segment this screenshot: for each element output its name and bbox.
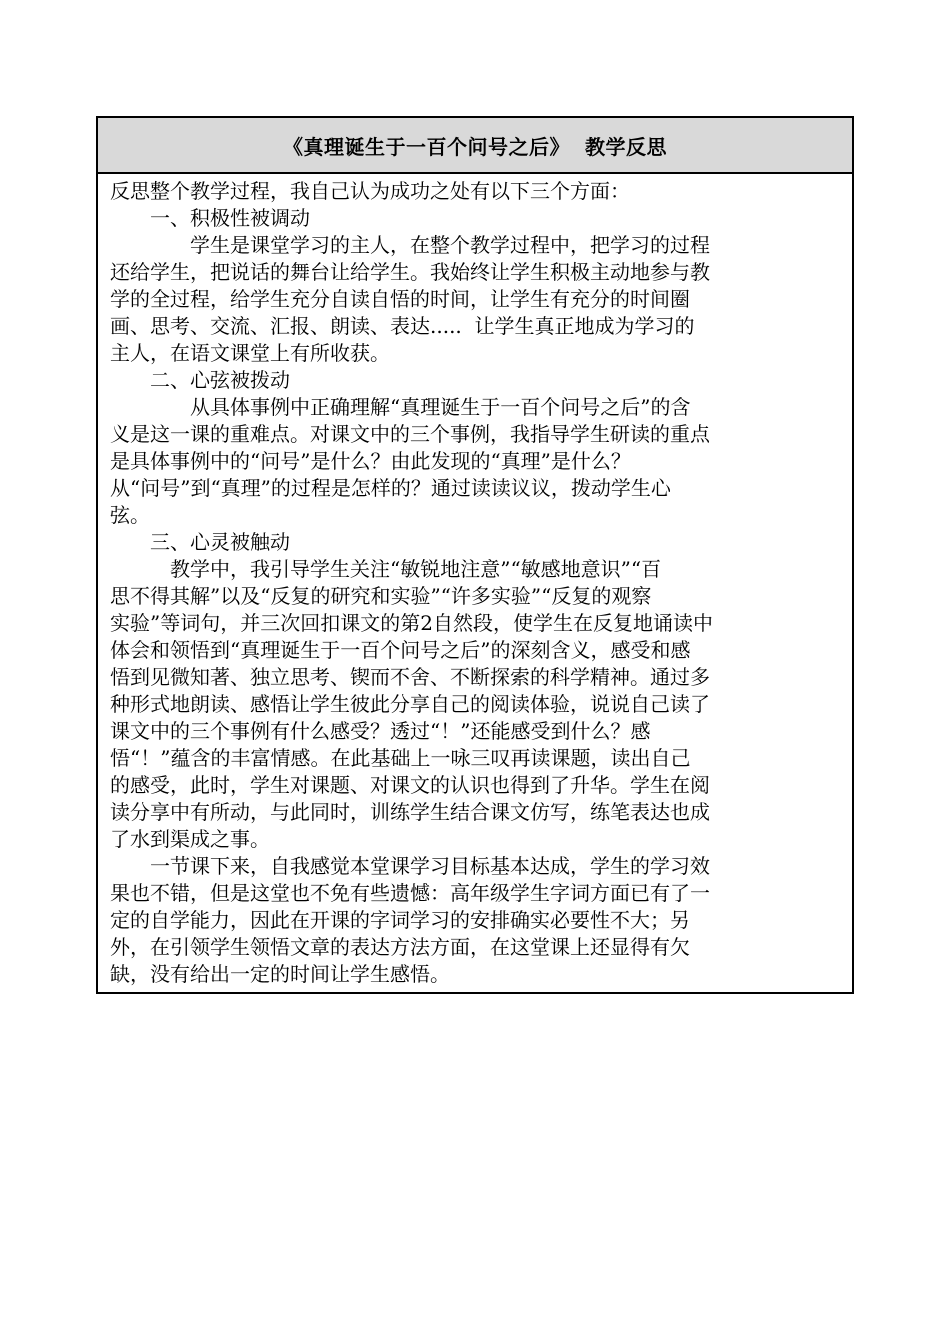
text-line: 外，在引领学生领悟文章的表达方法方面，在这堂课上还显得有欠 [110,935,690,959]
text-line: 一、积极性被调动 [110,206,310,230]
document-table [96,116,854,994]
text-line: 画、思考、交流、汇报、朗读、表达..... 让学生真正地成为学习的 [110,314,695,338]
text-line: 教学中，我引导学生关注“敏锐地注意”“敏感地意识”“百 [110,557,662,581]
text-line: 学的全过程，给学生充分自读自悟的时间，让学生有充分的时间圈 [110,287,690,311]
text-line: 课文中的三个事例有什么感受？透过“！”还能感受到什么？感 [110,719,651,743]
text-line: 读分享中有所动，与此同时，训练学生结合课文仿写，练笔表达也成 [110,800,710,824]
text-line: 义是这一课的重难点。对课文中的三个事例，我指导学生研读的重点 [110,422,710,446]
text-line: 弦。 [110,503,150,527]
text-line: 悟到见微知著、独立思考、锲而不舍、不断探索的科学精神。通过多 [110,665,710,689]
text-line: 悟“！”蕴含的丰富情感。在此基础上一咏三叹再读课题，读出自己 [110,746,691,770]
text-line: 定的自学能力，因此在开课的字词学习的安排确实必要性不大；另 [110,908,690,932]
text-line: 果也不错，但是这堂也不免有些遗憾：高年级学生字词方面已有了一 [110,881,710,905]
text-line: 一节课下来，自我感觉本堂课学习目标基本达成，学生的学习效 [110,854,710,878]
text-line: 思不得其解”以及“反复的研究和实验”“许多实验”“反复的观察 [110,584,652,608]
title-row [98,118,852,174]
text-line: 二、心弦被拨动 [110,368,290,392]
text-line: 缺，没有给出一定的时间让学生感悟。 [110,962,450,986]
document-title: 《真理诞生于一百个问号之后》 教学反思 [283,134,667,159]
text-line: 是具体事例中的“问号”是什么？由此发现的“真理”是什么？ [110,449,631,473]
text-line: 反思整个教学过程，我自己认为成功之处有以下三个方面： [110,179,630,203]
text-line: 三、心灵被触动 [110,530,290,554]
document-body [98,174,852,992]
text-line: 了水到渠成之事。 [110,827,270,851]
text-line: 体会和领悟到“真理诞生于一百个问号之后”的深刻含义，感受和感 [110,638,691,662]
text-line: 学生是课堂学习的主人，在整个教学过程中，把学习的过程 [110,233,710,257]
text-line: 还给学生，把说话的舞台让给学生。我始终让学生积极主动地参与教 [110,260,710,284]
text-line: 从具体事例中正确理解“真理诞生于一百个问号之后”的含 [110,395,691,419]
text-line: 的感受，此时，学生对课题、对课文的认识也得到了升华。学生在阅 [110,773,710,797]
text-line: 实验”等词句，并三次回扣课文的第2自然段，使学生在反复地诵读中 [110,611,713,635]
text-line: 从“问号”到“真理”的过程是怎样的？通过读读议议，拨动学生心 [110,476,671,500]
text-line: 主人，在语文课堂上有所收获。 [110,341,390,365]
text-line: 种形式地朗读、感悟让学生彼此分享自己的阅读体验，说说自己读了 [110,692,710,716]
